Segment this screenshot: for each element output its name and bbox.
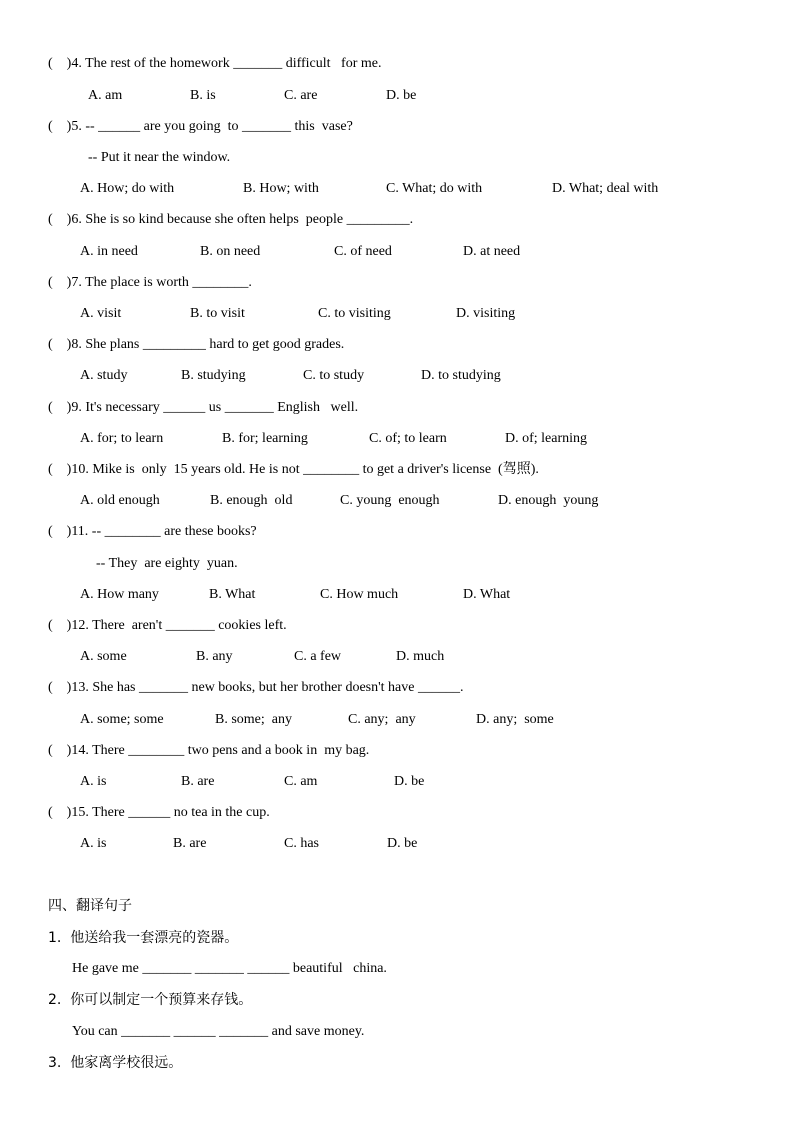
- question-stem: ( )10. Mike is only 15 years old. He is not ________ to get a driver's license (驾照).: [48, 462, 539, 477]
- option-d: D. much: [396, 649, 445, 664]
- option-d: D. What; deal with: [552, 181, 659, 196]
- option-a: A. in need: [80, 244, 138, 259]
- option-d: D. any; some: [476, 712, 554, 727]
- option-d: D. be: [387, 836, 418, 851]
- question-stem: ( )8. She plans _________ hard to get good grades.: [48, 337, 345, 352]
- question-stem: ( )4. The rest of the homework _______ difficult for me.: [48, 56, 382, 71]
- option-b: B. What: [209, 587, 256, 602]
- option-b: B. enough old: [210, 493, 293, 508]
- option-a: A. study: [80, 368, 128, 383]
- option-d: D. be: [394, 774, 425, 789]
- option-b: B. some; any: [215, 712, 292, 727]
- section-title: 四、翻译句子: [48, 898, 132, 914]
- option-c: C. of need: [334, 244, 392, 259]
- option-c: C. a few: [294, 649, 342, 664]
- option-c: C. are: [284, 88, 318, 103]
- option-a: A. some; some: [80, 712, 164, 727]
- option-a: A. visit: [80, 306, 122, 321]
- option-b: B. to visit: [190, 306, 245, 321]
- option-c: C. young enough: [340, 493, 440, 508]
- question-stem: ( )15. There ______ no tea in the cup.: [48, 805, 270, 820]
- option-b: B. any: [196, 649, 233, 664]
- translation-prompt: 2. 你可以制定一个预算来存钱。: [48, 992, 253, 1008]
- option-b: B. How; with: [243, 181, 319, 196]
- option-b: B. are: [173, 836, 207, 851]
- option-c: C. of; to learn: [369, 431, 447, 446]
- translation-answer: You can _______ ______ _______ and save money.: [72, 1024, 365, 1039]
- option-d: D. visiting: [456, 306, 516, 321]
- question-stem: ( )13. She has _______ new books, but her brother doesn't have ______.: [48, 680, 464, 695]
- option-a: A. old enough: [80, 493, 160, 508]
- option-c: C. to visiting: [318, 306, 391, 321]
- option-b: B. on need: [200, 244, 261, 259]
- question-answer-line: -- They are eighty yuan.: [96, 556, 238, 571]
- option-b: B. is: [190, 88, 216, 103]
- option-a: A. for; to learn: [80, 431, 164, 446]
- option-a: A. How many: [80, 587, 159, 602]
- option-c: C. What; do with: [386, 181, 483, 196]
- option-a: A. How; do with: [80, 181, 175, 196]
- translation-prompt: 1. 他送给我一套漂亮的瓷器。: [48, 930, 239, 946]
- option-d: D. What: [463, 587, 511, 602]
- option-b: B. are: [181, 774, 215, 789]
- question-stem: ( )14. There ________ two pens and a book in my bag.: [48, 743, 370, 758]
- option-d: D. at need: [463, 244, 521, 259]
- translation-answer: He gave me _______ _______ ______ beautiful china.: [72, 961, 387, 976]
- option-c: C. to study: [303, 368, 365, 383]
- option-a: A. is: [80, 774, 107, 789]
- option-a: A. is: [80, 836, 107, 851]
- question-answer-line: -- Put it near the window.: [88, 150, 231, 165]
- question-stem: ( )6. She is so kind because she often helps people _________.: [48, 212, 414, 227]
- option-c: C. am: [284, 774, 318, 789]
- question-stem: ( )9. It's necessary ______ us _______ English well.: [48, 400, 359, 415]
- question-stem: ( )12. There aren't _______ cookies left.: [48, 618, 287, 633]
- question-stem: ( )5. -- ______ are you going to _______ this vase?: [48, 119, 353, 134]
- option-d: D. to studying: [421, 368, 501, 383]
- option-d: D. enough young: [498, 493, 599, 508]
- translation-prompt: 3. 他家离学校很远。: [48, 1055, 183, 1071]
- option-c: C. has: [284, 836, 319, 851]
- option-d: D. of; learning: [505, 431, 588, 446]
- option-a: A. some: [80, 649, 127, 664]
- question-stem: ( )11. -- ________ are these books?: [48, 524, 257, 539]
- option-c: C. any; any: [348, 712, 416, 727]
- option-c: C. How much: [320, 587, 399, 602]
- question-stem: ( )7. The place is worth ________.: [48, 275, 252, 290]
- option-a: A. am: [88, 88, 123, 103]
- option-b: B. studying: [181, 368, 246, 383]
- option-b: B. for; learning: [222, 431, 308, 446]
- option-d: D. be: [386, 88, 417, 103]
